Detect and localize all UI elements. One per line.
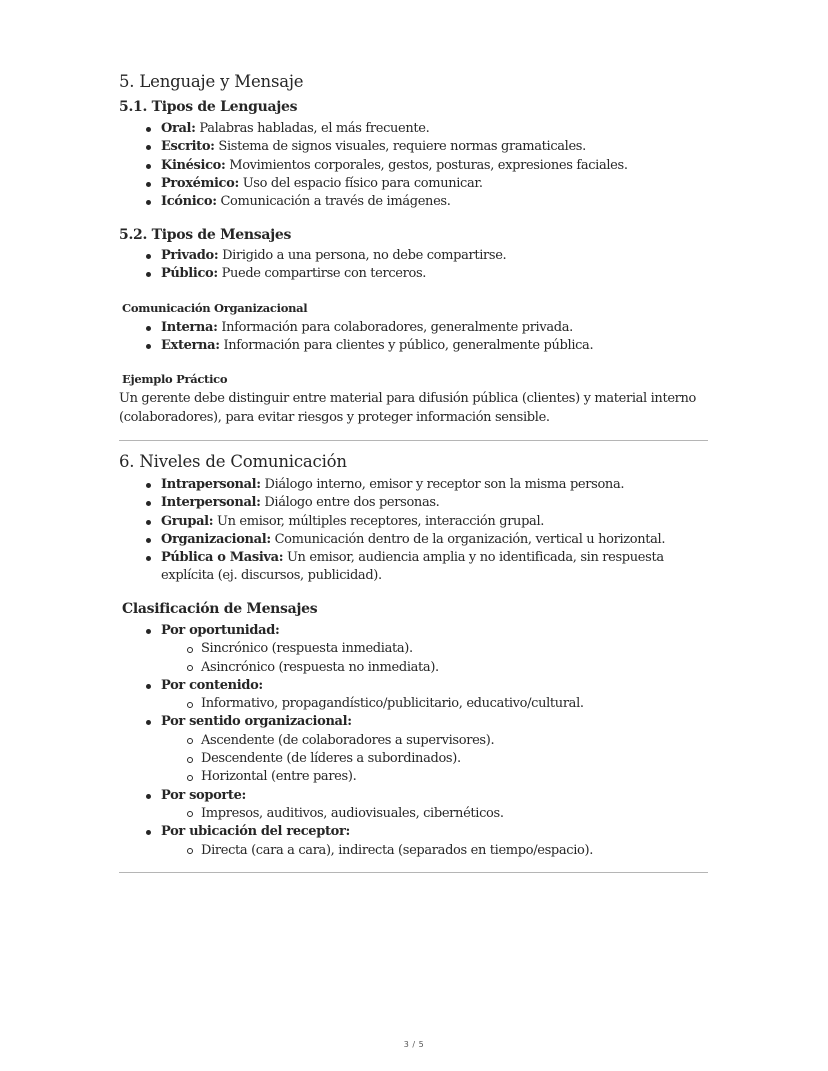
section-divider [119,872,708,873]
list-item: Icónico: Comunicación a través de imágenes. [119,193,709,211]
list-item: Pública o Masiva: Un emisor, audiencia amplia y no identificada, sin respuesta explícita (ej. discursos, publicidad). [119,549,709,586]
list-item: Oral: Palabras habladas, el más frecuente. [119,120,709,138]
list-item: Privado: Dirigido a una persona, no debe compartirse. [119,247,709,265]
message-classification-heading: Clasificación de Mensajes [122,601,318,617]
sub-list [161,695,709,713]
list-item: Proxémico: Uso del espacio físico para comunicar. [119,175,709,193]
message-types-list [119,247,709,284]
practical-example-text: Un gerente debe distinguir entre material para difusión pública (clientes) y material interno (colaboradores), para evitar riesgos y proteger información sensible. [119,391,697,425]
list-item: Kinésico: Movimientos corporales, gestos, posturas, expresiones faciales. [119,157,709,175]
list-item: Externa: Información para clientes y público, generalmente pública. [119,337,709,355]
sub-list-item: Ascendente (de colaboradores a supervisores). [161,732,709,750]
list-item: Intrapersonal: Diálogo interno, emisor y receptor son la misma persona. [119,476,709,494]
organizational-communication-list [119,319,709,356]
list-item: Interna: Información para colaboradores, generalmente privada. [119,319,709,337]
sub-list [161,805,709,823]
sub-list-item: Informativo, propagandístico/publicitario, educativo/cultural. [161,695,709,713]
list-item: Por contenido: Informativo, propagandístico/publicitario, educativo/cultural. [119,677,709,714]
organizational-communication-heading: Comunicación Organizacional [122,301,308,315]
sub-list-item: Asincrónico (respuesta no inmediata). [161,659,709,677]
sub-list [161,732,709,787]
section-divider [119,440,708,441]
list-item: Por sentido organizacional: Ascendente (de colaboradores a supervisores). Descendente (de líderes a subordinados). Horizontal (entre pares). [119,713,709,786]
list-item: Por ubicación del receptor: Directa (cara a cara), indirecta (separados en tiempo/espacio). [119,823,709,860]
language-types-list [119,120,709,211]
section-6-heading: 6. Niveles de Comunicación [119,452,347,471]
message-classification-list [119,622,709,860]
list-item: Por soporte: Impresos, auditivos, audiovisuales, cibernéticos. [119,787,709,824]
practical-example-heading: Ejemplo Práctico [122,372,228,386]
list-item: Interpersonal: Diálogo entre dos personas. [119,494,709,512]
section-5-1-heading: 5.1. Tipos de Lenguajes [119,99,298,115]
sub-list-item: Directa (cara a cara), indirecta (separados en tiempo/espacio). [161,842,709,860]
list-item: Escrito: Sistema de signos visuales, requiere normas gramaticales. [119,138,709,156]
list-item: Organizacional: Comunicación dentro de la organización, vertical u horizontal. [119,531,709,549]
list-item: Público: Puede compartirse con terceros. [119,265,709,283]
list-item: Por oportunidad: Sincrónico (respuesta inmediata). Asincrónico (respuesta no inmediata). [119,622,709,677]
section-5-heading: 5. Lenguaje y Mensaje [119,72,304,91]
sub-list-item: Horizontal (entre pares). [161,768,709,786]
sub-list [161,640,709,677]
sub-list-item: Sincrónico (respuesta inmediata). [161,640,709,658]
section-5-2-heading: 5.2. Tipos de Mensajes [119,227,292,243]
sub-list-item: Impresos, auditivos, audiovisuales, cibernéticos. [161,805,709,823]
sub-list [161,842,709,860]
communication-levels-list [119,476,709,586]
list-item: Grupal: Un emisor, múltiples receptores, interacción grupal. [119,513,709,531]
page-indicator: 3 / 5 [403,1040,425,1049]
sub-list-item: Descendente (de líderes a subordinados). [161,750,709,768]
